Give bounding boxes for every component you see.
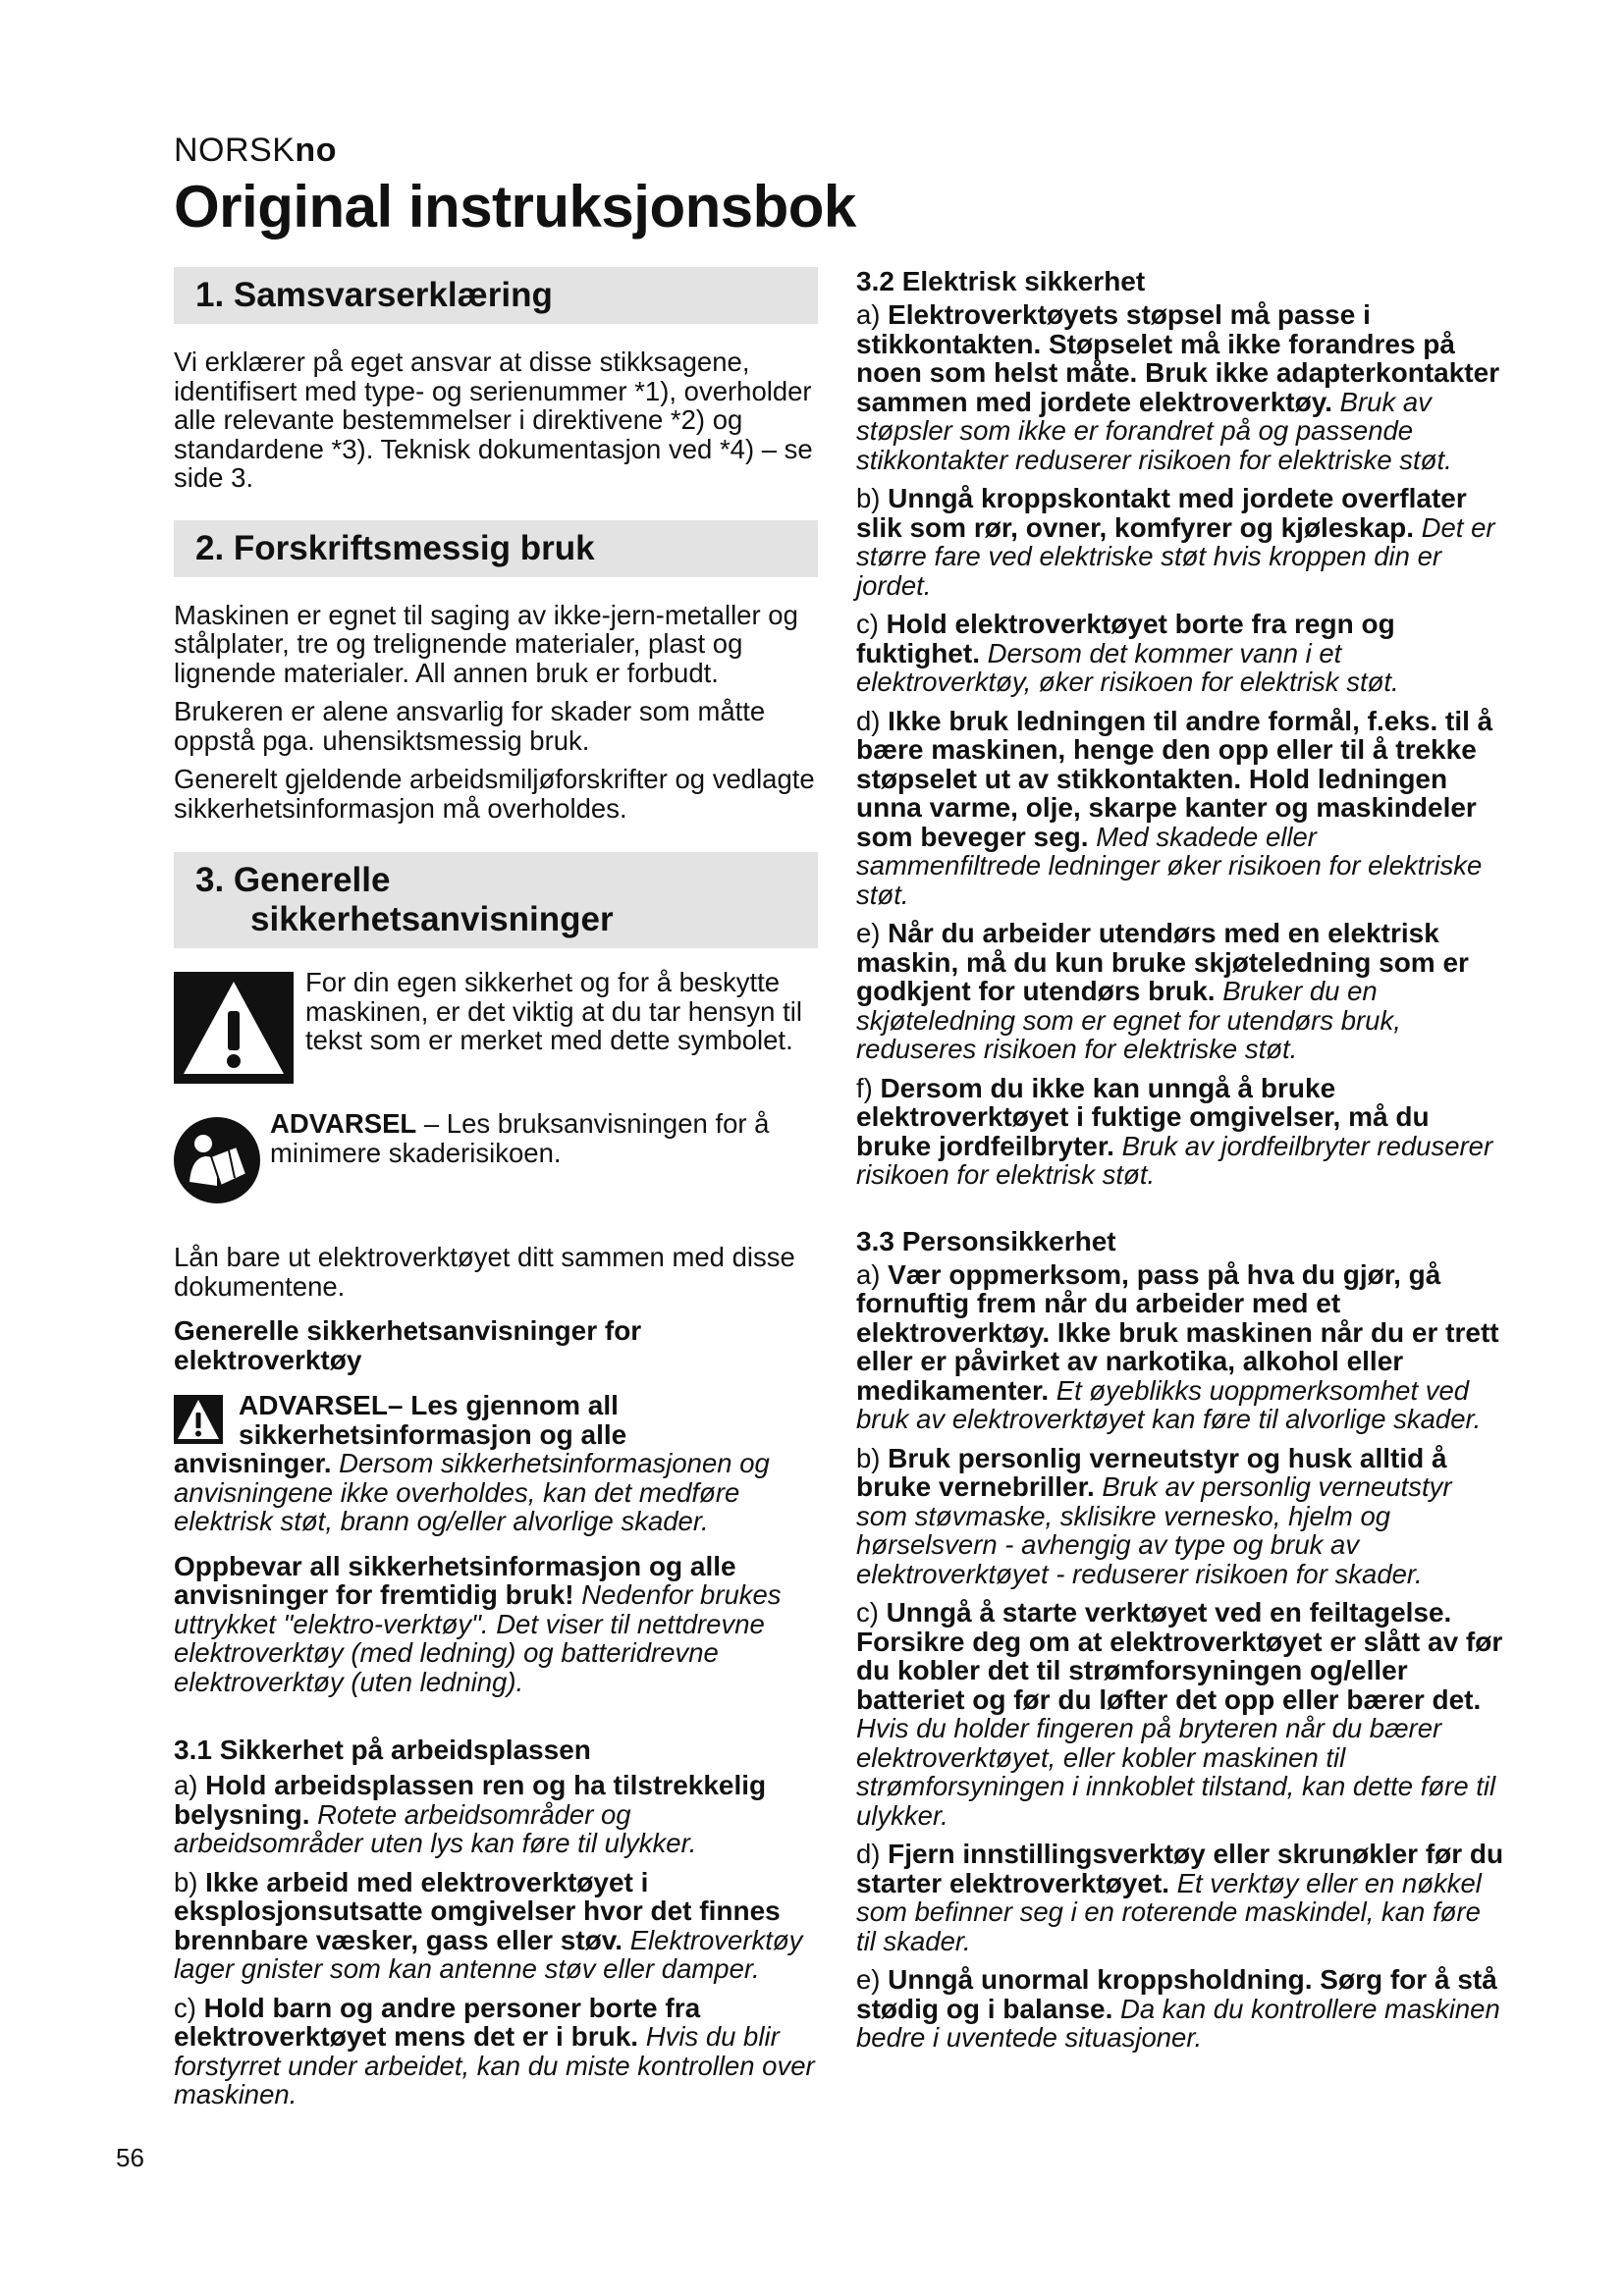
read-all-warning [174,1391,818,1536]
keep-instructions-bold: Oppbevar all sikkerhetsinformasjon og alle anvisninger for fremtidig bruk! [174,1550,736,1610]
section-3-3-item-b [856,1444,1504,1589]
item-bold: Unngå kroppskontakt med jordete overflater slik som rør, ovner, komfyrer og kjøleskap. [856,483,1467,543]
item-bold: Ikke arbeid med elektroverktøyet i eksplosjonsutsatte omgivelser hvor det finnes brennbare væsker, gass eller støv. [174,1866,781,1955]
item-label: c) [174,1992,204,2023]
item-label: a) [856,299,889,330]
item-italic: Bruker du en skjøteledning som er egnet for utendørs bruk, reduseres risikoen for elektriske støt. [856,976,1401,1064]
item-bold: Bruk personlig verneutstyr og husk alltid å bruke vernebriller. [856,1442,1447,1502]
keep-instructions-text [174,1552,818,1697]
item-label: a) [174,1770,206,1800]
item-bold: Unngå å starte verktøyet ved en feiltagelse. Forsikre deg om at elektroverktøyet er slått av før du kobler det til strømforsyningen og/eller batteriet og før du løfter det opp eller bærer det. [856,1597,1503,1715]
item-bold: Dersom du ikke kan unngå å bruke elektroverktøyet i fuktige omgivelser, må du bruke jordfeilbryter. [856,1072,1430,1161]
right-column [856,267,1504,2053]
item-label: b) [856,1442,889,1473]
section-3-3-item-d [856,1840,1504,1955]
left-column [174,267,818,2109]
section-3-3-heading: 3.3 Personsikkerhet [856,1225,1116,1256]
section-3-1-item-a [174,1771,818,1858]
section-3-2-item-b [856,484,1504,600]
item-italic: Bruk av jordfeilbryter reduserer risikoen for elektrisk støt. [856,1130,1493,1190]
section-2-paragraph-2: Brukeren er alene ansvarlig for skader som måtte oppstå pga. uhensiktsmessig bruk. [174,696,766,756]
item-label: b) [174,1866,206,1897]
section-1-heading: 1. Samsvarserklæring [174,267,818,324]
item-label: e) [856,918,889,948]
read-all-warning-heading: ADVARSEL– Les gjennom all sikkerhetsinformasjon og alle [239,1390,627,1450]
language-code: no [295,132,337,169]
section-3-2-item-c [856,610,1504,697]
item-label: e) [856,1964,889,1995]
language-header [174,132,337,170]
item-italic: Det er større fare ved elektriske støt hvis kroppen din er jordet. [856,511,1495,601]
item-italic: Hvis du blir forstyrret under arbeidet, kan du miste kontrollen over maskinen. [174,2021,815,2109]
read-manual-icon [174,1117,260,1203]
section-2-heading: 2. Forskriftsmessig bruk [174,520,818,577]
read-all-warning-bold: anvisninger. [174,1448,332,1478]
section-3-heading [174,852,818,948]
page-title: Original instruksjonsbok [174,174,856,240]
section-1-text: Vi erklærer på eget ansvar at disse stikksagene, identifisert med type- og serienummer *1), overholder alle relevante bestemmelser i direktivene *2) og standardene *3). Teknisk dokumentasjon ved *4) – se side 3. [174,347,813,493]
section-3-3-item-a [856,1260,1504,1434]
item-italic: Bruk av støpsler som ikke er forandret på og passende stikkontakter reduserer risikoen for elektriske støt. [856,386,1452,475]
section-2-paragraph-3: Generelt gjeldende arbeidsmiljøforskrifter og vedlagte sikkerhetsinformasjon må overholdes. [174,764,815,824]
warning-label: ADVARSEL [270,1108,417,1139]
read-all-warning-italic: Dersom sikkerhetsinformasjonen og anvisningene ikke overholdes, kan det medføre elektrisk støt, brann og/eller alvorlige skader. [174,1448,770,1536]
item-bold: Ikke bruk ledningen til andre formål, f.eks. til å bære maskinen, henge den opp eller til å trekke støpselet ut av stikkontakten. Hold ledningen unna varme, olje, skarpe kanter og maskindeler som beveger seg. [856,705,1493,852]
read-manual-warning [174,1109,818,1203]
lend-note: Lån bare ut elektroverktøyet ditt sammen med disse dokumentene. [174,1242,795,1302]
item-label: c) [856,1597,887,1628]
keep-instructions-italic: Nedenfor brukes uttrykket "elektro-verktøy". Det viser til nettdrevne elektroverktøy (med ledning) og batteridrevne elektroverktøy (uten ledning). [174,1579,782,1697]
warning-triangle-icon [174,972,294,1084]
item-italic: Da kan du kontrollere maskinen bedre i uventede situasjoner. [856,1993,1500,2053]
small-warning-triangle-icon [174,1395,223,1444]
section-3-1-heading: 3.1 Sikkerhet på arbeidsplassen [174,1735,591,1765]
item-italic: Med skadede eller sammenfiltrede ledninger øker risikoen for elektriske støt. [856,821,1483,910]
section-3-1-item-c [174,1994,818,2109]
section-3-2-item-f [856,1074,1504,1190]
item-bold: Hold arbeidsplassen ren og ha tilstrekkelig belysning. [174,1770,767,1830]
section-3-3-item-e [856,1965,1504,2053]
section-3-2-item-d [856,707,1504,910]
item-bold: Når du arbeider utendørs med en elektrisk maskin, må du kun bruke skjøteledning som er godkjent for utendørs bruk. [856,918,1469,1006]
item-italic: Hvis du holder fingeren på bryteren når du bærer elektroverktøyet, eller kobler maskinen til strømforsyningen i innkoblet tilstand, kan dette føre til ulykker. [856,1713,1496,1831]
section-3-heading-line-2: sikkerhetsanvisninger [250,900,614,938]
safety-symbol-text: For din egen sikkerhet og for å beskytte maskinen, er det viktig at du tar hensyn til tekst som er merket med dette symbolet. [305,967,802,1055]
section-3-3-item-c [856,1598,1504,1830]
item-italic: Et verktøy eller en nøkkel som befinner seg i en roterende maskindel, kan føre til skader. [856,1867,1482,1956]
section-3-2-item-a [856,300,1504,474]
item-italic: Bruk av personlig verneutstyr som støvmaske, sklisikre vernesko, hjelm og hørselsvern - avhengig av type og bruk av elektroverktøyet - reduserer risikoen for skader. [856,1471,1452,1589]
item-bold: Hold barn og andre personer borte fra elektroverktøyet mens det er i bruk. [174,1992,701,2052]
language-name: NORSK [174,132,296,169]
read-manual-text [270,1109,818,1167]
item-italic: Dersom det kommer vann i et elektroverktøy, øker risikoen for elektrisk støt. [856,637,1399,697]
item-bold: Hold elektroverktøyet borte fra regn og fuktighet. [856,609,1395,668]
item-label: d) [856,705,889,736]
item-bold: Elektroverktøyets støpsel må passe i stikkontakten. Støpselet må ikke forandres på noen som helst måte. Bruk ikke adapterkontakter sammen med jordete elektroverktøy. [856,299,1500,417]
section-3-2-heading: 3.2 Elektrisk sikkerhet [856,266,1146,296]
item-label: d) [856,1839,889,1869]
page-number: 56 [116,2143,144,2172]
item-bold: Vær oppmerksom, pass på hva du gjør, gå fornuftig frem når du arbeider med et elektroverktøy. Ikke bruk maskinen når du er trett eller er påvirket av narkotika, alkohol eller medikamenter. [856,1258,1499,1406]
item-label: f) [856,1072,881,1103]
item-italic: Rotete arbeidsområder og arbeidsområder uten lys kan føre til ulykker. [174,1798,697,1858]
item-bold: Fjern innstillingsverktøy eller skrunøkler før du starter elektroverktøyet. [856,1839,1504,1898]
item-bold: Unngå unormal kroppsholdning. Sørg for å stå stødig og i balanse. [856,1964,1497,2024]
item-italic: Et øyeblikks uoppmerksomhet ved bruk av elektroverktøyet kan føre til alvorlige skader. [856,1374,1482,1434]
read-all-warning-text [174,1449,818,1536]
general-safety-subheading: Generelle sikkerhetsanvisninger for elektroverktøy [174,1315,642,1375]
section-3-1-item-b [174,1868,818,1984]
item-label: c) [856,609,887,639]
item-italic: Elektroverktøy lager gnister som kan antenne støv eller damper. [174,1924,803,1984]
safety-symbol-note [174,968,818,1084]
warning-text: – Les bruksanvisningen for å minimere skaderisikoen. [270,1108,770,1168]
item-label: a) [856,1258,889,1290]
section-3-heading-line-1: 3. Generelle [195,861,391,899]
section-3-2-item-e [856,919,1504,1064]
item-label: b) [856,483,889,513]
section-2-paragraph-1: Maskinen er egnet til saging av ikke-jern-metaller og stålplater, tre og trelignende materialer, plast og lignende materialer. All annen bruk er forbudt. [174,599,798,688]
